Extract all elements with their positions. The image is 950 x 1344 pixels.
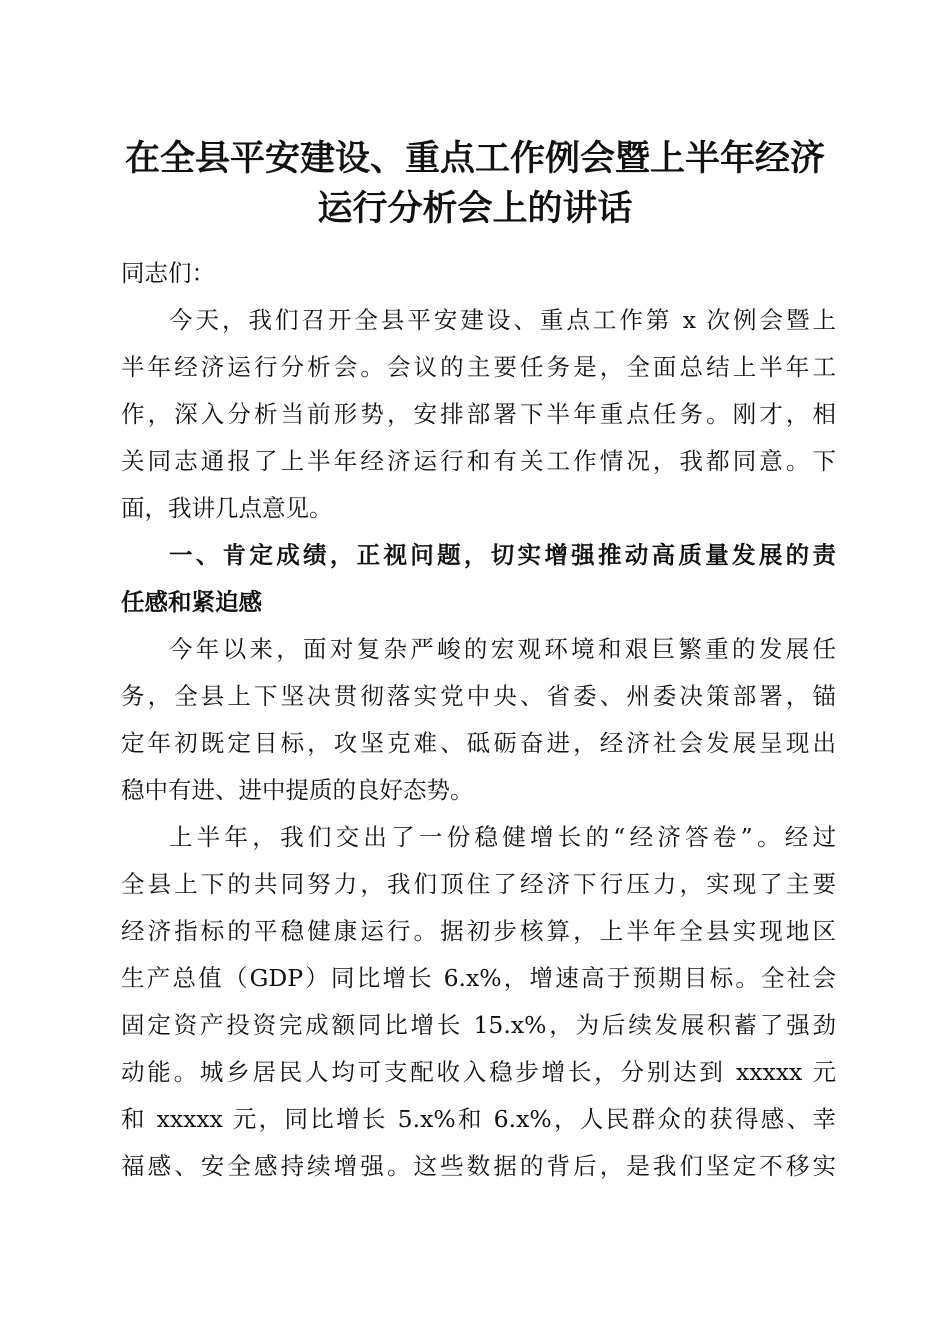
paragraph-line: 关同志通报了上半年经济运行和有关工作情况，我都同意。下 bbox=[121, 447, 836, 475]
paragraph-line: 动能。城乡居民人均可支配收入稳步增长，分别达到 xxxxx 元 bbox=[121, 1058, 836, 1086]
document-body bbox=[121, 250, 836, 1190]
paragraph-economic-report bbox=[121, 814, 836, 1190]
paragraph-line: 作，深入分析当前形势，安排部署下半年重点任务。刚才，相 bbox=[121, 400, 836, 428]
paragraph-line: 稳中有进、进中提质的良好态势。 bbox=[121, 776, 474, 804]
paragraph-line: 和 xxxxx 元，同比增长 5.x%和 6.x%，人民群众的获得感、幸 bbox=[121, 1105, 836, 1133]
section-heading-1 bbox=[121, 532, 836, 626]
heading-line: 一、肯定成绩，正视问题，切实增强推动高质量发展的责 bbox=[169, 541, 836, 569]
paragraph-line: 固定资产投资完成额同比增长 15.x%，为后续发展积蓄了强劲 bbox=[121, 1011, 836, 1039]
paragraph-achievements bbox=[121, 626, 836, 814]
title-line: 运行分析会上的讲话 bbox=[317, 188, 633, 229]
heading-line: 任感和紧迫感 bbox=[121, 588, 262, 616]
paragraph-line: 今年以来，面对复杂严峻的宏观环境和艰巨繁重的发展任 bbox=[169, 635, 836, 663]
paragraph-line: 生产总值（GDP）同比增长 6.x%，增速高于预期目标。全社会 bbox=[121, 964, 836, 992]
paragraph-line: 今天，我们召开全县平安建设、重点工作第 x 次例会暨上 bbox=[169, 306, 836, 334]
paragraph-line: 上半年，我们交出了一份稳健增长的“经济答卷”。经过 bbox=[169, 823, 836, 851]
paragraph-line: 务，全县上下坚决贯彻落实党中央、省委、州委决策部署，锚 bbox=[121, 682, 836, 710]
paragraph-line: 福感、安全感持续增强。这些数据的背后，是我们坚定不移实 bbox=[121, 1152, 836, 1180]
paragraph-line: 半年经济运行分析会。会议的主要任务是，全面总结上半年工 bbox=[121, 353, 836, 381]
paragraph-line: 定年初既定目标，攻坚克难、砥砺奋进，经济社会发展呈现出 bbox=[121, 729, 836, 757]
salutation: 同志们： bbox=[121, 259, 215, 287]
paragraph-line: 经济指标的平稳健康运行。据初步核算，上半年全县实现地区 bbox=[121, 917, 836, 945]
paragraph-line: 全县上下的共同努力，我们顶住了经济下行压力，实现了主要 bbox=[121, 870, 836, 898]
paragraph-opening bbox=[121, 297, 836, 532]
document-title bbox=[100, 134, 850, 234]
paragraph-line: 面，我讲几点意见。 bbox=[121, 494, 333, 522]
title-line: 在全县平安建设、重点工作例会暨上半年经济 bbox=[124, 138, 825, 179]
